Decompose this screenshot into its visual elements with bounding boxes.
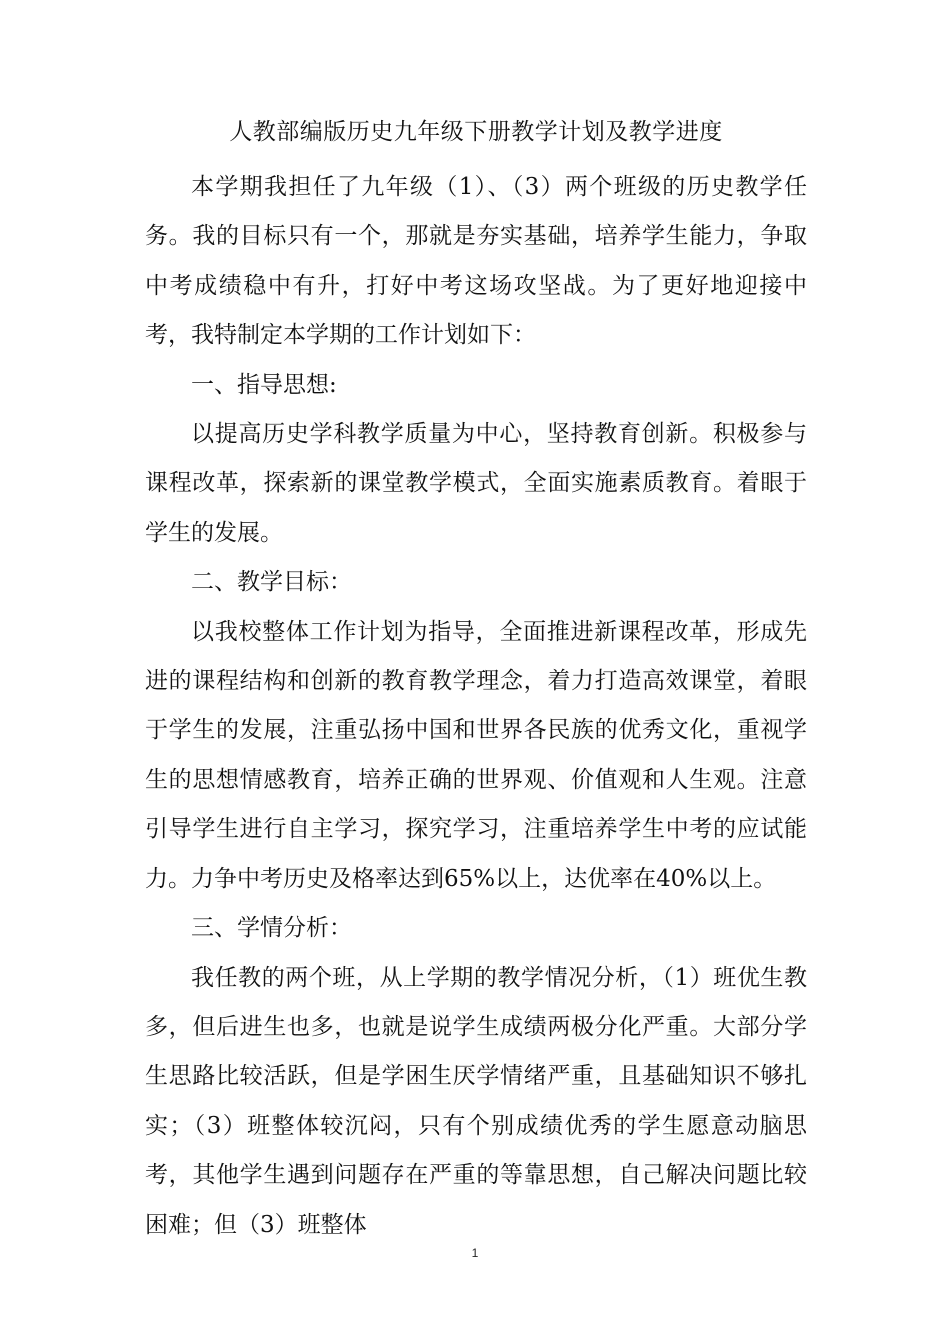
section-heading-student-analysis: 三、学情分析：: [191, 915, 352, 942]
section-heading-teaching-goals: 二、教学目标：: [191, 569, 352, 596]
intro-paragraph: 本学期我担任了九年级（1）、（3）两个班级的历史教学任务。我的目标只有一个，那就是夯实基础，培养学生能力，争取中考成绩稳中有升，打好中考这场攻坚战。为了更好地迎接中考，我特制定本学期的工作计划如下：: [145, 174, 807, 349]
section-paragraph-teaching-goals: 以我校整体工作计划为指导，全面推进新课程改革，形成先进的课程结构和创新的教育教学理念，着力打造高效课堂，着眼于学生的发展，注重弘扬中国和世界各民族的优秀文化，重视学生的思想情感教育，培养正确的世界观、价值观和人生观。注意引导学生进行自主学习，探究学习，注重培养学生中考的应试能力。力争中考历史及格率达到65%以上，达优率在40%以上。: [145, 618, 807, 892]
document-body: [145, 163, 807, 1250]
page-number: 1: [471, 1246, 479, 1260]
document-title: 人教部编版历史九年级下册教学计划及教学进度: [229, 119, 723, 145]
section-paragraph-student-analysis: 我任教的两个班，从上学期的教学情况分析，（1）班优生教多，但后进生也多，也就是说学生成绩两极分化严重。大部分学生思路比较活跃，但是学困生厌学情绪严重，且基础知识不够扎实；（3）班整体较沉闷，只有个别成绩优秀的学生愿意动脑思考，其他学生遇到问题存在严重的等靠思想，自己解决问题比较困难；但（3）班整体: [145, 964, 807, 1238]
section-paragraph-guiding-ideology: 以提高历史学科教学质量为中心，坚持教育创新。积极参与课程改革，探索新的课堂教学模式，全面实施素质教育。着眼于学生的发展。: [145, 421, 807, 546]
section-heading-guiding-ideology: 一、指导思想:: [191, 371, 337, 398]
